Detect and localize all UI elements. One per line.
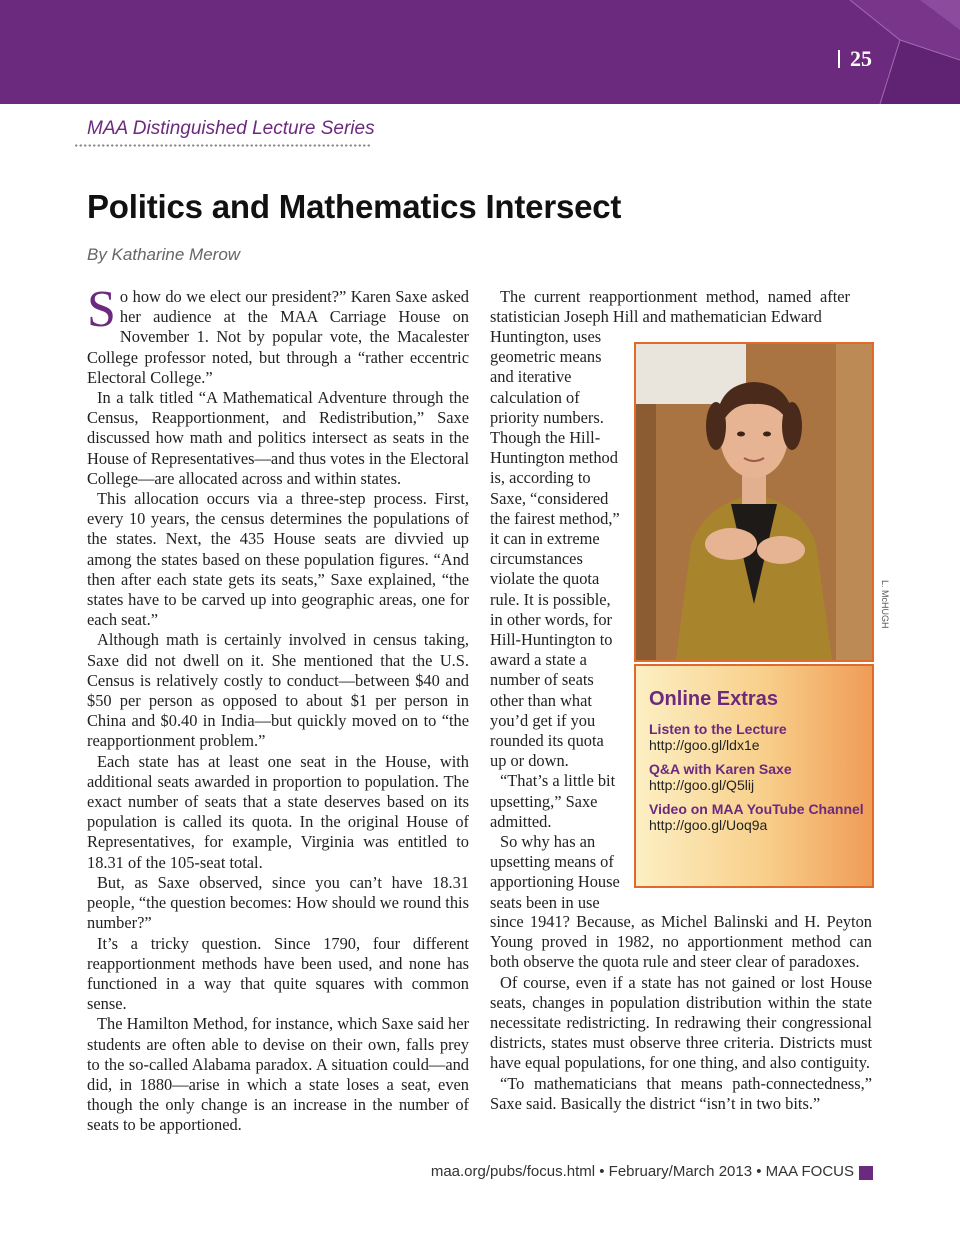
paragraph: In a talk titled “A Mathematical Adventure through the Census, Reapportionment, and Redistribution,” Saxe discussed how math and politics intersect as seats in the House of Representatives—and thus votes in the Electoral College—are allocated across and within states. (87, 388, 469, 488)
extras-link-label[interactable]: Video on MAA YouTube Channel (649, 801, 864, 817)
paragraph: So why has an upsetting means of apportioning House seats been in use (490, 832, 620, 912)
paragraph: The current reapportionment method, named after statistician Joseph Hill and mathematician Edward (490, 287, 850, 327)
paragraph: Although math is certainly involved in census taking, Saxe did not dwell on it. She mentioned that the U.S. Census is relatively costly to conduct—between $40 and $50 per person as opposed to about $1 per person in China and $0.40 in India—but quickly moved on to “the reapportionment problem.” (87, 630, 469, 751)
paragraph: It’s a tricky question. Since 1790, four different reapportionment methods have been used, and none has functioned in a way that quite squares with common sense. (87, 933, 469, 1014)
paragraph: Of course, even if a state has not gained or lost House seats, changes in population distribution within the state necessitate redistricting. In redrawing their congressional districts, states must observe three criteria. Districts must have equal populations, for one thing, and also contiguity. (490, 972, 872, 1073)
footer-text: maa.org/pubs/focus.html • February/March 2013 • MAA FOCUS (430, 1163, 854, 1180)
dotted-divider (74, 144, 372, 147)
right-column-narrow (490, 327, 624, 913)
paragraph: So how do we elect our president?” Karen Saxe asked her audience at the MAA Carriage House on November 1. Not by popular vote, the Macalester College professor noted, but through a “rather eccentric Electoral College.” (87, 281, 469, 387)
right-column-bottom (490, 912, 872, 1114)
page-number: 25 (838, 46, 872, 72)
paragraph: But, as Saxe observed, since you can’t have 18.31 people, “the question becomes: How should we round this number?” (87, 872, 469, 933)
paragraph: This allocation occurs via a three-step process. First, every 10 years, the census determines the populations of the states. Next, the 435 House seats are divvied up among the states based on these population figures. “And then after each state gets its seats,” Saxe explained, “the states have to be carved up into geographic areas, one for each seat.” (87, 489, 469, 630)
extras-link-label[interactable]: Listen to the Lecture (649, 721, 787, 737)
paragraph: Each state has at least one seat in the House, with additional seats awarded in proportion to population. The exact number of seats that a state deserves based on its population is called its quota. In the original House of Representatives, for example, Virginia was entitled to 18.31 of the 105-seat total. (87, 751, 469, 872)
paragraph: “To mathematicians that means path-connectedness,” Saxe said. Basically the district “isn’t in two bits.” (490, 1073, 872, 1113)
left-column (87, 281, 469, 1136)
article-title: Politics and Mathematics Intersect (87, 188, 622, 225)
series-label: MAA Distinguished Lecture Series (87, 118, 375, 139)
paragraph: since 1941? Because, as Michel Balinski and H. Peyton Young proved in 1982, no apportionment method can both observe the quota rule and steer clear of paradoxes. (490, 912, 872, 972)
photo-illustration (636, 344, 872, 660)
byline: By Katharine Merow (87, 245, 241, 264)
extras-item (649, 801, 872, 833)
paragraph: The Hamilton Method, for instance, which Saxe said her students are often able to devise on their own, falls prey to the so-called Alabama paradox. A situation could—and did, in 1880—arise in which a state loses a seat, even though the only change is an increase in the number of seats to be apportioned. (87, 1014, 469, 1135)
extras-item (649, 761, 872, 793)
right-column-top (490, 287, 850, 327)
online-extras-title: Online Extras (649, 688, 778, 710)
extras-link-url[interactable]: http://goo.gl/Uoq9a (649, 817, 768, 833)
footer-square (859, 1166, 873, 1180)
speaker-photo (634, 342, 874, 662)
paragraph: Huntington, uses geometric means and iterative calculation of priority numbers. Though the Hill-Huntington method is, according to Saxe, “considered the fairest method,” it can in extreme circumstances violate the quota rule. It is possible, in other words, for Hill-Huntington to award a state a number of seats other than what you’d get if you rounded its quota up or down. (490, 327, 620, 771)
drop-cap: S (87, 281, 116, 338)
online-extras-box (634, 664, 874, 888)
extras-item (649, 721, 872, 753)
paragraph: “That’s a little bit upsetting,” Saxe admitted. (490, 771, 616, 831)
extras-link-url[interactable]: http://goo.gl/Q5lij (649, 777, 755, 793)
extras-link-url[interactable]: http://goo.gl/ldx1e (649, 737, 760, 753)
photo-credit: L. McHUGH (880, 580, 890, 629)
extras-link-label[interactable]: Q&A with Karen Saxe (649, 761, 792, 777)
header-band (0, 0, 960, 104)
